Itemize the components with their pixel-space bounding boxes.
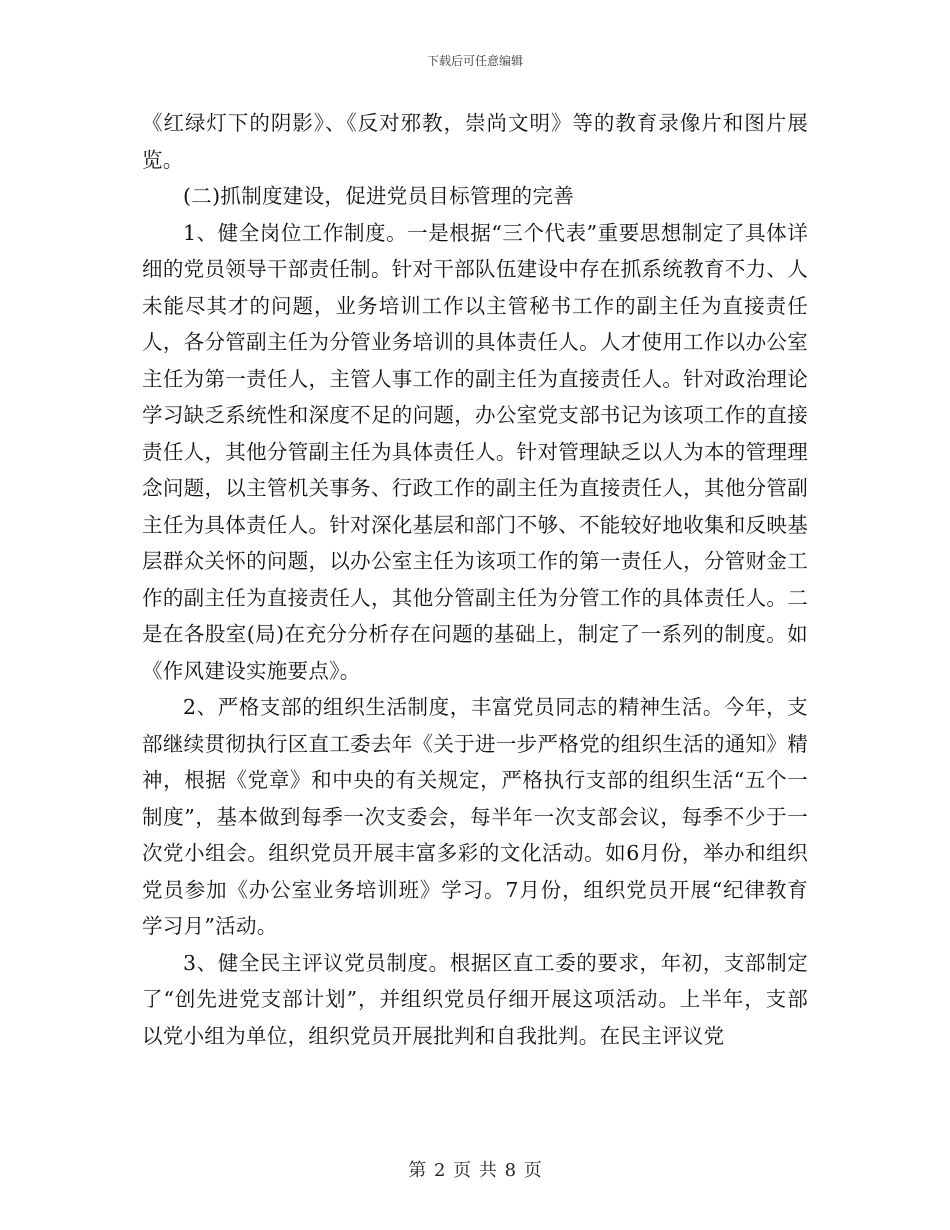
page-footer: 第 2 页 共 8 页 <box>408 1160 542 1181</box>
paragraph-democratic-review: 3、健全民主评议党员制度。根据区直工委的要求，年初，支部制定了“创先进党支部计划”，并组织党员仔细开展这项活动。上半年，支部以党小组为单位，组织党员开展批判和自我批判。在民主评议党 <box>142 950 808 1048</box>
paragraph-job-system: 1、健全岗位工作制度。一是根据“三个代表”重要思想制定了具体详细的党员领导干部责任制。针对干部队伍建设中存在抓系统教育不力、人未能尽其才的问题，业务培训工作以主管秘书工作的副主任为直接责任人，各分管副主任为分管业务培训的具体责任人。人才使用工作以办公室主任为第一责任人，主管人事工作的副主任为直接责任人。针对政治理论学习缺乏系统性和深度不足的问题，办公室党支部书记为该项工作的直接责任人，其他分管副主任为具体责任人。针对管理缺乏以人为本的管理理念问题，以主管机关事务、行政工作的副主任为直接责任人，其他分管副主任为具体责任人。针对深化基层和部门不够、不能较好地收集和反映基层群众关怀的问题，以办公室主任为该项工作的第一责任人，分管财金工作的副主任为直接责任人，其他分管副主任为分管工作的具体责任人。二是在各股室(局)在充分分析存在问题的基础上，制定了一系列的制度。如《作风建设实施要点》。 <box>142 220 808 683</box>
section-heading: (二)抓制度建设，促进党员目标管理的完善 <box>183 184 574 208</box>
paragraph-1: 《红绿灯下的阴影》、《反对邪教，崇尚文明》等的教育录像片和图片展览。 <box>142 111 808 172</box>
page-header: 下载后可任意编辑 <box>426 54 523 68</box>
document-body <box>142 105 808 1054</box>
paragraph-organization-life: 2、严格支部的组织生活制度，丰富党员同志的精神生活。今年，支部继续贯彻执行区直工委去年《关于进一步严格党的组织生活的通知》精神，根据《党章》和中央的有关规定，严格执行支部的组织生活“五个一制度”，基本做到每季一次支委会，每半年一次支部会议，每季不少于一次党小组会。组织党员开展丰富多彩的文化活动。如6月份，举办和组织党员参加《办公室业务培训班》学习。7月份，组织党员开展“纪律教育学习月”活动。 <box>142 695 808 938</box>
